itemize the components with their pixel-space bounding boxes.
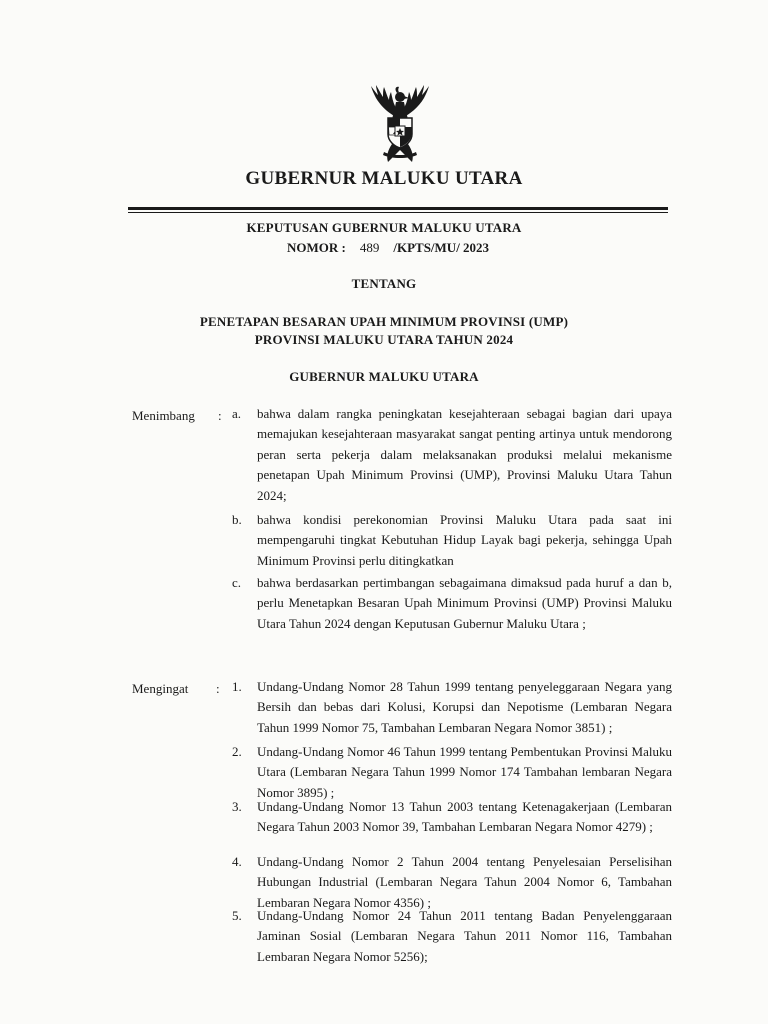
item-marker: 3.	[232, 799, 242, 814]
decree-number-suffix: /KPTS/MU/ 2023	[393, 240, 490, 255]
menimbang-item-c	[232, 573, 672, 634]
item-text: bahwa berdasarkan pertimbangan sebagaimana dimaksud pada huruf a dan b, perlu Menetapkan Besaran Upah Minimum Provinsi (UMP) Provinsi Maluku Utara Tahun 2024 dengan Keputusan Gubernur Maluku Utara ;	[257, 575, 672, 631]
government-title: GUBERNUR MALUKU UTARA	[245, 168, 523, 189]
menimbang-colon: :	[218, 408, 222, 423]
item-marker: c.	[232, 575, 242, 590]
mengingat-colon: :	[216, 681, 220, 696]
decree-subject-line-2: PROVINSI MALUKU UTARA TAHUN 2024	[254, 332, 514, 347]
tentang-heading: TENTANG	[351, 276, 417, 291]
mengingat-item-5	[232, 906, 672, 967]
decree-number-value: 489	[359, 240, 380, 255]
item-text: bahwa kondisi perekonomian Provinsi Maluku Utara pada saat ini mempengaruhi tingkat Kebutuhan Hidup Layak bagi pekerja, sehingga Upah Minimum Provinsi perlu ditingkatkan	[257, 512, 672, 568]
mengingat-item-4	[232, 852, 672, 913]
mengingat-label: Mengingat	[132, 681, 189, 696]
item-text: Undang-Undang Nomor 2 Tahun 2004 tentang Penyelesaian Perselisihan Hubungan Industrial (Lembaran Negara Tahun 2004 Nomor 6, Tambahan Lembaran Negara Nomor 4356) ;	[257, 854, 672, 910]
item-marker: b.	[232, 512, 242, 527]
item-marker: 5.	[232, 908, 242, 923]
decree-number-label: NOMOR :	[287, 240, 346, 255]
item-text: Undang-Undang Nomor 24 Tahun 2011 tentang Badan Penyelenggaraan Jaminan Sosial (Lembaran Negara Tahun 2011 Nomor 116, Tambahan Lembaran Negara Nomor 5256);	[257, 908, 672, 964]
decree-heading: KEPUTUSAN GUBERNUR MALUKU UTARA	[246, 220, 522, 235]
item-marker: 1.	[232, 679, 242, 694]
menimbang-label: Menimbang	[132, 408, 195, 423]
item-marker: 4.	[232, 854, 242, 869]
item-text: Undang-Undang Nomor 13 Tahun 2003 tentang Ketenagakerjaan (Lembaran Negara Tahun 2003 Nomor 39, Tambahan Lembaran Negara Nomor 4279) ;	[257, 799, 672, 835]
item-marker: a.	[232, 406, 242, 421]
mengingat-item-2	[232, 742, 672, 803]
item-text: bahwa dalam rangka peningkatan kesejahteraan sebagai bagian dari upaya memajukan kesejahteraan masyarakat sangat penting artinya untuk mendorong peran serta pekerja dalam melaksanakan produksi melalui mekanisme penetapan Upah Minimum Provinsi (UMP), Provinsi Maluku Utara Tahun 2024;	[257, 406, 672, 503]
decree-subject-line-1: PENETAPAN BESARAN UPAH MINIMUM PROVINSI (UMP)	[199, 314, 569, 329]
mengingat-item-3	[232, 797, 672, 838]
decree-number-row	[287, 240, 489, 256]
mengingat-item-1	[232, 677, 672, 738]
menimbang-item-b	[232, 510, 672, 571]
item-text: Undang-Undang Nomor 28 Tahun 1999 tentang penyeleggaraan Negara yang Bersih dan bebas dari Kolusi, Korupsi dan Nepotisme (Lembaran Negara Tahun 1999 Nomor 75, Tambahan Lembaran Negara Nomor 3851) ;	[257, 679, 672, 735]
header-rule-thick	[128, 207, 668, 210]
garuda-emblem-icon	[362, 84, 438, 164]
header-rule-thin	[128, 212, 668, 213]
decree-authority: GUBERNUR MALUKU UTARA	[289, 369, 479, 384]
item-marker: 2.	[232, 744, 242, 759]
item-text: Undang-Undang Nomor 46 Tahun 1999 tentang Pembentukan Provinsi Maluku Utara (Lembaran Negara Tahun 1999 Nomor 174 Tambahan lembaran Negara Nomor 3895) ;	[257, 744, 672, 800]
menimbang-item-a	[232, 404, 672, 506]
